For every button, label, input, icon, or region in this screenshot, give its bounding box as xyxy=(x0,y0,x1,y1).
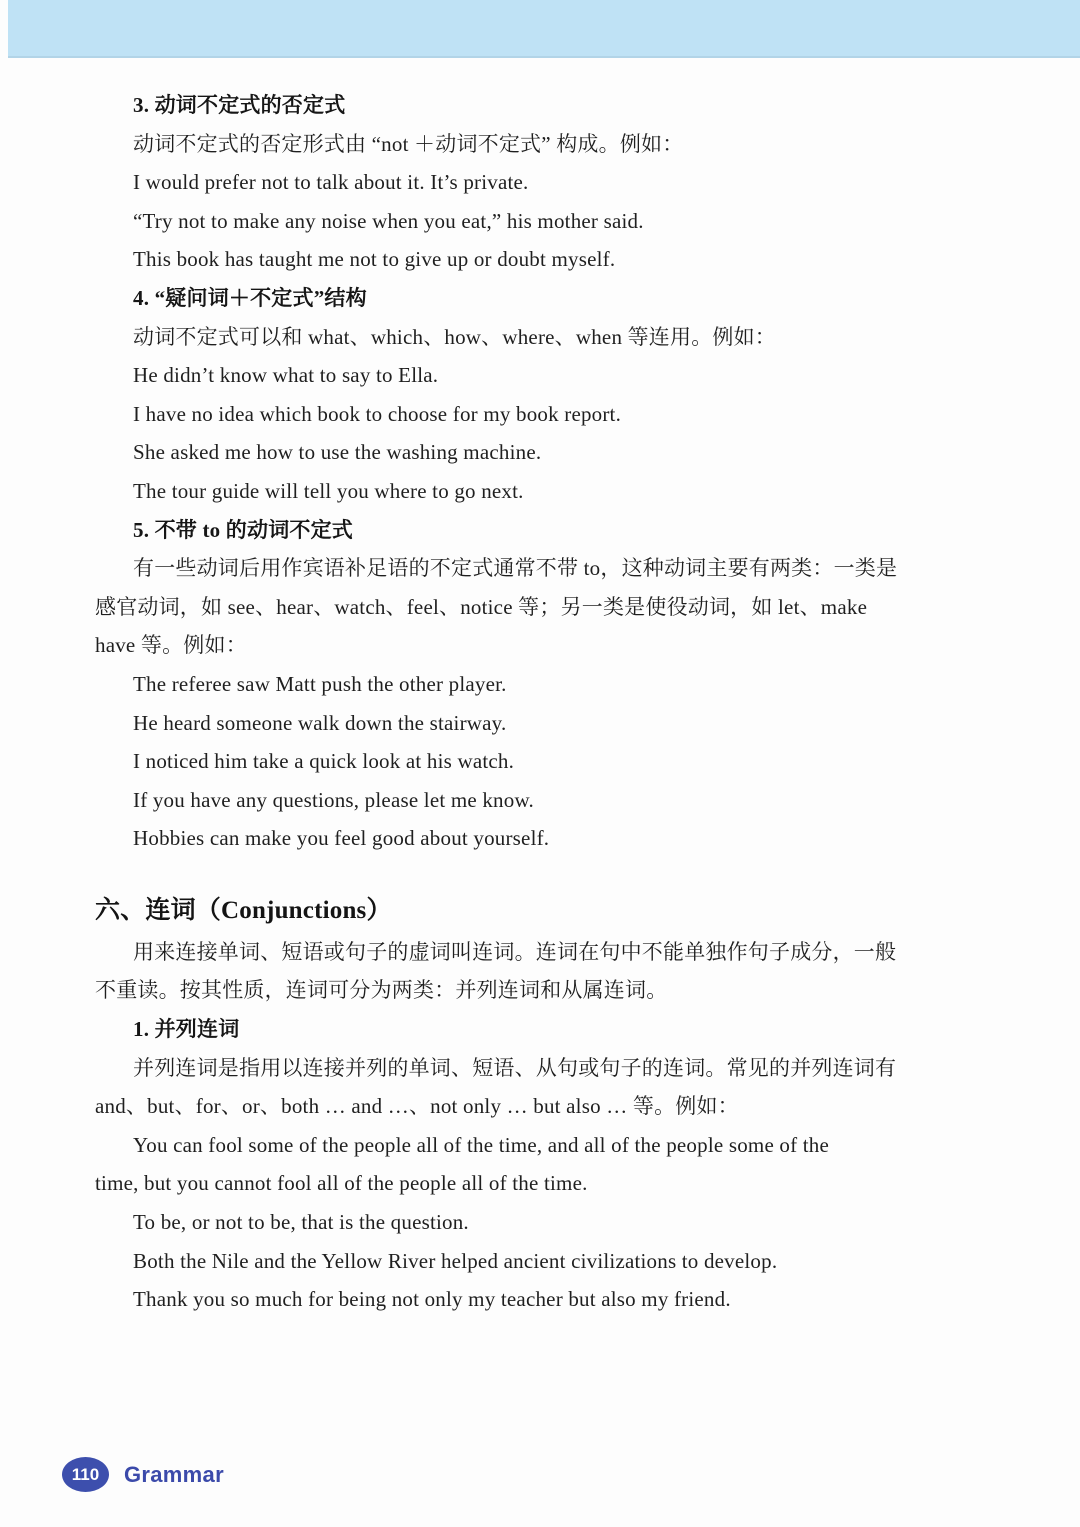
text-line: If you have any questions, please let me know. xyxy=(133,787,534,812)
text-line: 有一些动词后用作宾语补足语的不定式通常不带 to，这种动词主要有两类：一类是 xyxy=(133,556,898,581)
text-line: The referee saw Matt push the other player. xyxy=(133,671,507,696)
sub-heading: 1. 并列连词 xyxy=(133,1017,240,1042)
text-line: I would prefer not to talk about it. It’s private. xyxy=(133,170,529,195)
sub-heading: 4. “疑问词＋不定式”结构 xyxy=(133,285,367,310)
text-line: have 等。例如： xyxy=(95,633,247,658)
text-line: Hobbies can make you feel good about yourself. xyxy=(133,826,550,851)
sub-heading: 3. 动词不定式的否定式 xyxy=(133,93,346,117)
text-line: 感官动词，如 see、hear、watch、feel、notice 等；另一类是使役动词，如 let、make xyxy=(95,594,868,619)
footer-section-label: Grammar xyxy=(124,1461,224,1487)
text-line: 不重读。按其性质，连词可分为两类：并列连词和从属连词。 xyxy=(95,978,668,1003)
text-line: Both the Nile and the Yellow River helped ancient civilizations to develop. xyxy=(133,1248,778,1273)
text-line: I noticed him take a quick look at his watch. xyxy=(133,749,515,774)
text-line: 用来连接单词、短语或句子的虚词叫连词。连词在句中不能单独作句子成分，一般 xyxy=(133,939,897,964)
text-line: This book has taught me not to give up or doubt myself. xyxy=(133,247,616,272)
text-line: time, but you cannot fool all of the people all of the time. xyxy=(95,1171,588,1196)
text-line: “Try not to make any noise when you eat,” his mother said. xyxy=(133,208,644,233)
page-footer xyxy=(62,1457,224,1492)
sub-heading: 5. 不带 to 的动词不定式 xyxy=(133,517,353,542)
text-line: He didn’t know what to say to Ella. xyxy=(133,363,439,388)
text-line: You can fool some of the people all of the time, and all of the people some of the xyxy=(133,1132,830,1157)
page-number-badge xyxy=(62,1457,109,1492)
header-band xyxy=(8,0,1080,58)
text-line: The tour guide will tell you where to go next. xyxy=(133,478,524,503)
text-line: I have no idea which book to choose for my book report. xyxy=(133,401,622,426)
section-heading: 六、连词（Conjunctions） xyxy=(95,896,392,924)
page-number: 110 xyxy=(71,1464,100,1484)
text-line: 动词不定式可以和 what、which、how、where、when 等连用。例如： xyxy=(133,324,776,349)
text-line: She asked me how to use the washing machine. xyxy=(133,440,542,465)
text-line: He heard someone walk down the stairway. xyxy=(133,710,507,735)
text-line: 动词不定式的否定形式由 “not ＋动词不定式” 构成。例如： xyxy=(133,131,684,156)
text-line: To be, or not to be, that is the question. xyxy=(133,1210,469,1235)
text-line: Thank you so much for being not only my teacher but also my friend. xyxy=(133,1287,731,1312)
text-line: and、but、for、or、both … and …、not only … but also … 等。例如： xyxy=(95,1094,739,1119)
page-body-text xyxy=(95,86,985,1319)
text-line: 并列连词是指用以连接并列的单词、短语、从句或句子的连词。常见的并列连词有 xyxy=(133,1055,897,1080)
